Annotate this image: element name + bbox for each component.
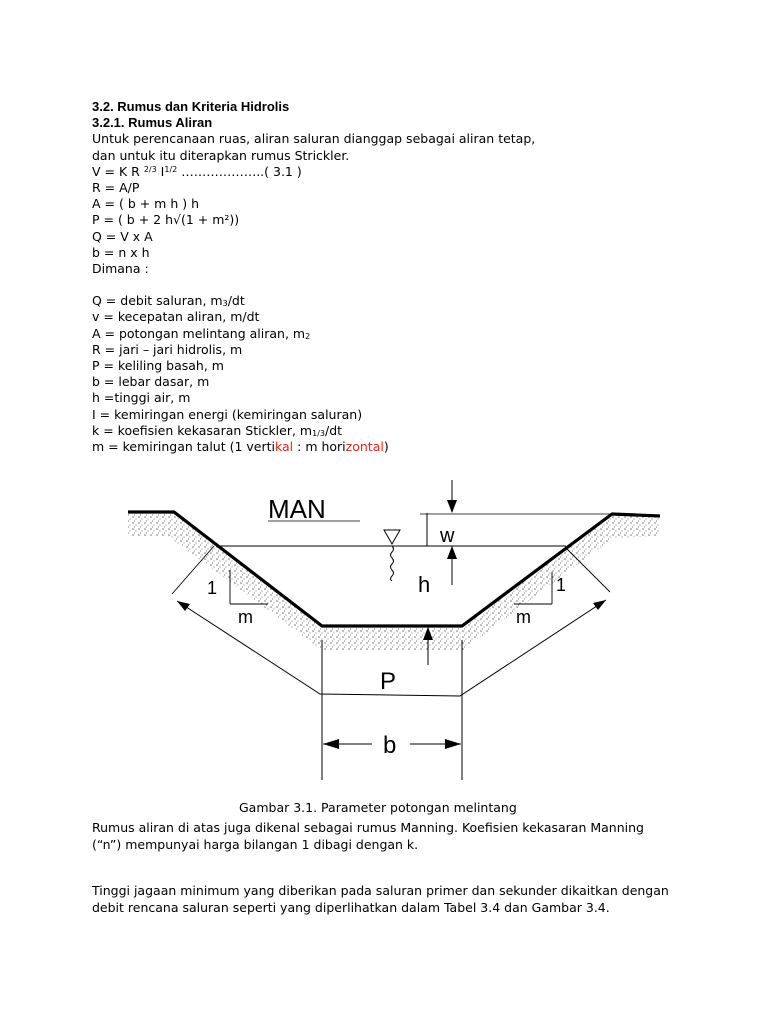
def-m [92, 439, 732, 455]
label-slope-right-m: m [516, 607, 531, 627]
def-m-part1: m = kemiringan talut (1 verti [92, 439, 275, 455]
perimeter-arrow-right [593, 600, 606, 610]
def-k-text: k = koefisien kekasaran Stickler, m [92, 422, 313, 438]
w-arrow-down [447, 500, 457, 513]
label-h: h [418, 572, 431, 597]
def-m-highlight-1: kal [275, 439, 294, 455]
label-w: w [440, 525, 455, 547]
label-b: b [383, 732, 397, 759]
label-man: MAN [268, 494, 326, 524]
def-v: v = kecepatan aliran, m/dt [92, 309, 260, 325]
formula-section [92, 99, 732, 455]
formula-velocity-i: I [156, 163, 165, 179]
def-r: R = jari – jari hidrolis, m [92, 341, 243, 357]
def-k-sub: 1/3 [312, 428, 325, 438]
formula-p: P = ( b + 2 h√(1 + m²)) [92, 212, 240, 228]
dimana-label: Dimana : [92, 261, 149, 277]
def-a-sub: 2 [305, 331, 311, 341]
formula-r: R = A/P [92, 180, 140, 196]
paragraph-freeboard-line-2: debit rencana saluran seperti yang diperlihatkan dalam Tabel 3.4 dan Gambar 3.4. [92, 899, 610, 915]
def-k-unit: /dt [325, 422, 343, 438]
label-slope-left-m: m [238, 607, 253, 627]
def-q-text: Q = debit saluran, m [92, 293, 223, 309]
label-p: P [380, 668, 397, 695]
intro-line-2: dan untuk itu diterapkan rumus Strickler. [92, 147, 350, 163]
formula-q: Q = V x A [92, 228, 153, 244]
subsection-heading: 3.2.1. Rumus Aliran [92, 115, 213, 131]
water-level-symbol [384, 530, 400, 544]
paragraph-freeboard [92, 883, 732, 916]
def-m-part3: : m hori [293, 439, 346, 455]
def-q-sub: 3 [222, 299, 228, 309]
formula-velocity [92, 164, 732, 180]
def-m-part5: ) [383, 439, 389, 455]
paragraph-manning-line-2: (“n”) mempunyai harga bilangan 1 dibagi dengan k. [92, 836, 419, 852]
label-slope-right-1: 1 [556, 575, 567, 595]
channel-profile [128, 512, 660, 626]
def-a [92, 326, 732, 342]
paragraph-freeboard-line-1: Tinggi jagaan minimum yang diberikan pada saluran primer dan sekunder dikaitkan dengan [92, 883, 669, 898]
def-h: h =tinggi air, m [92, 390, 191, 406]
h-arrow-up [447, 546, 457, 559]
figure-caption: Gambar 3.1. Parameter potongan melintang [239, 800, 517, 815]
formula-b: b = n x h [92, 244, 150, 260]
formula-velocity-number: ………………..( 3.1 ) [177, 163, 302, 179]
def-i: I = kemiringan energi (kemiringan saluran) [92, 406, 363, 422]
def-b: b = lebar dasar, m [92, 374, 210, 390]
formula-velocity-exp-r: 2/3 [143, 164, 157, 174]
def-q-unit: /dt [227, 293, 245, 309]
perimeter-arrow-left [177, 601, 190, 611]
def-a-text: A = potongan melintang aliran, m [92, 325, 306, 341]
formula-a: A = ( b + m h ) h [92, 196, 199, 212]
intro-line-1: Untuk perencanaan ruas, aliran saluran dianggap sebagai aliran tetap, [92, 131, 536, 147]
formula-velocity-base: V = K R [92, 163, 144, 179]
section-heading: 3.2. Rumus dan Kriteria Hidrolis [92, 99, 290, 114]
water-level-wave [391, 546, 394, 581]
def-p: P = keliling basah, m [92, 358, 224, 374]
def-q [92, 293, 732, 309]
paragraph-manning-line-1: Rumus aliran di atas juga dikenal sebagai rumus Manning. Koefisien kekasaran Manning [92, 820, 644, 835]
label-slope-left-1: 1 [207, 578, 218, 598]
def-k [92, 423, 732, 439]
formula-velocity-exp-i: 1/2 [164, 164, 178, 174]
def-m-highlight-2: zontal [345, 439, 384, 455]
b-arrow-left [323, 739, 339, 749]
paragraph-manning [92, 820, 732, 853]
channel-cross-section-figure [0, 480, 768, 795]
spacer [92, 277, 732, 293]
b-arrow-right [445, 739, 461, 749]
